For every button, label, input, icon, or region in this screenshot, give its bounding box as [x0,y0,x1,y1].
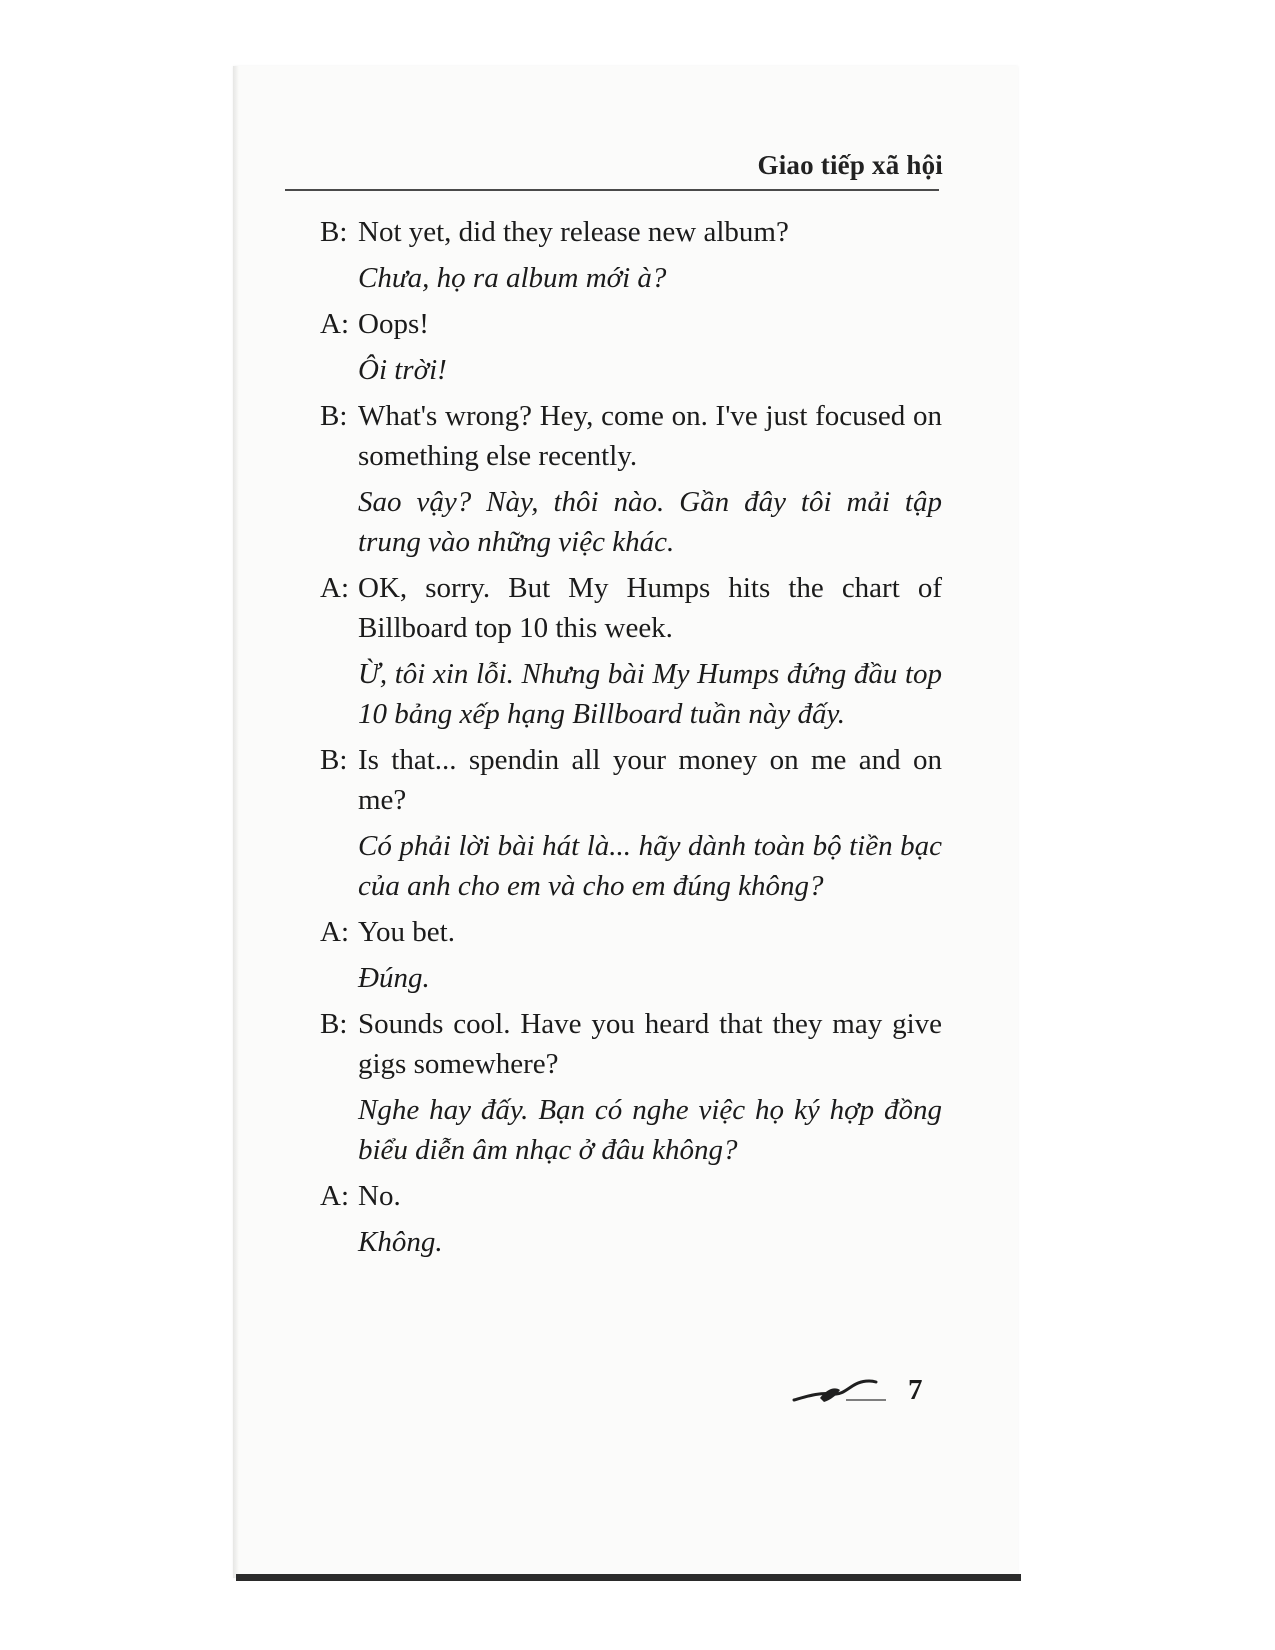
speaker-label: B: [320,744,348,776]
header-divider [285,189,939,191]
dialog-turn [320,568,942,734]
speaker-label: A: [320,308,349,340]
vietnamese-translation: Chưa, họ ra album mới à? [358,262,667,294]
speaker-label: B: [320,1008,348,1040]
english-line: What's wrong? Hey, come on. I've just focused on something else recently. [358,400,942,472]
english-line: You bet. [358,916,455,948]
page-bottom-edge [236,1574,1021,1581]
english-line: Is that... spendin all your money on me and on me? [358,744,942,816]
dialog-turn [320,212,942,298]
speaker-label: A: [320,916,349,948]
dialog-turn [320,740,942,906]
english-line: Not yet, did they release new album? [358,216,789,248]
vietnamese-translation: Ôi trời! [358,354,447,386]
english-line: Oops! [358,308,429,340]
speaker-label: A: [320,1180,349,1212]
vietnamese-translation: Đúng. [358,962,430,994]
vietnamese-translation: Không. [358,1226,443,1258]
speaker-label: B: [320,216,348,248]
speaker-label: B: [320,400,348,432]
running-header-title: Giao tiếp xã hội [757,150,943,180]
speaker-label: A: [320,572,349,604]
pen-flourish-icon [790,1370,890,1410]
vietnamese-translation: Nghe hay đấy. Bạn có nghe việc họ ký hợp đồng biểu diễn âm nhạc ở đâu không? [358,1094,942,1166]
english-line: Sounds cool. Have you heard that they may give gigs somewhere? [358,1008,942,1080]
dialog-turn [320,396,942,562]
dialog-turn [320,1004,942,1170]
dialog-block [320,212,942,1268]
vietnamese-translation: Sao vậy? Này, thôi nào. Gần đây tôi mải tập trung vào những việc khác. [358,486,942,558]
page-gutter-shadow [233,66,239,1578]
dialog-turn [320,912,942,998]
vietnamese-translation: Ừ, tôi xin lỗi. Nhưng bài My Humps đứng đầu top 10 bảng xếp hạng Billboard tuần này đấy. [358,658,942,730]
dialog-turn [320,1176,942,1262]
english-line: OK, sorry. But My Humps hits the chart of Billboard top 10 this week. [358,572,942,644]
english-line: No. [358,1180,401,1212]
vietnamese-translation: Có phải lời bài hát là... hãy dành toàn bộ tiền bạc của anh cho em và cho em đúng không? [358,830,942,902]
page-number: 7 [908,1374,923,1406]
dialog-turn [320,304,942,390]
